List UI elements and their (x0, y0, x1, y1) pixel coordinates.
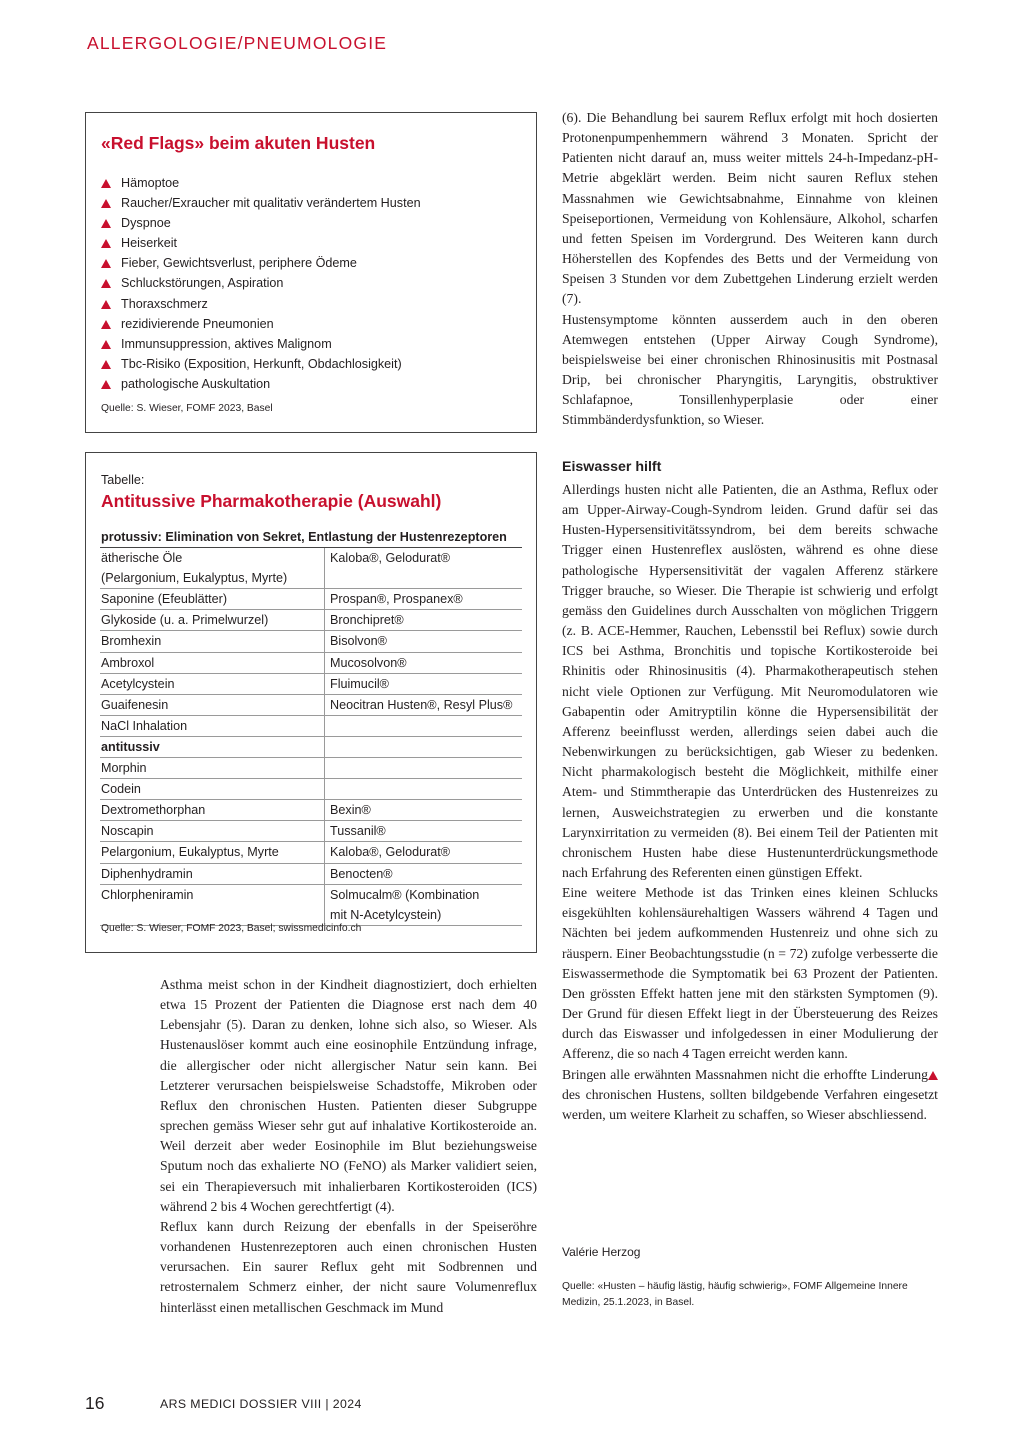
table-row (100, 673, 522, 694)
substance-cell: Dextromethorphan (100, 800, 325, 821)
substance-cell: Codein (100, 779, 325, 800)
list-item-text: Raucher/Exraucher mit qualitativ verändertem Husten (121, 196, 421, 211)
right-column-text-top (562, 108, 938, 431)
paragraph: Hustensymptome könnten ausserdem auch in den oberen Atemwegen entstehen (Upper Airway Cough Syndrome), beispielsweise bei einer chronischen Rhinosinusitis mit Postnasal Drip, bei chronischer Pharyngitis, Laryngitis, obstruktiver Schlafapnoe, Tonsillenhyperplasie oder einer Stimmbänderdysfunktion, so Wieser. (562, 311, 938, 428)
list-item (101, 253, 421, 273)
substance-cell: Diphenhydramin (100, 863, 325, 884)
brand-cell: Prospan®, Prospanex® (325, 589, 523, 610)
list-item (101, 374, 421, 394)
list-item (101, 294, 421, 314)
paragraph: Allerdings husten nicht alle Patienten, die an Asthma, Reflux oder am Upper-Airway-Cough-Syndrom leiden. Grund dafür sei das Husten-Hypersensitivitätssyndrom, bei dem bereits schwache Trigger einen Hustenreflex auslösten, während es ohne diese pathologische Hypersensitivität der vagalen Afferenz stärkere Trigger brauche, so Wieser. Die Therapie ist schwierig und erfolgt gemäss den Guidelines durch Ausschalten von möglichen Triggern (z. B. ACE-Hemmer, Rauchen, Lebensstil bei Reflux) sowie durch ICS bei Asthma, Bronchitis und topische Kortikosteroide bei Rhinitis oder Rhinosinusitis (4). Pharmakotherapeutisch stehen nicht viele Optionen zur Verfügung. Mit Neuromodulatoren wie Gabapentin oder Amitryptilin könne die Hypersensibilität der Afferenz beeinflusst werden, allerdings seien dabei auch die Nebenwirkungen zu berücksichtigen, gab Wieser zu bedenken. Nicht pharmakologisch besteht die Möglichkeit, mithilfe einer Atem- und Stimmtherapie das Unterdrücken des Hustenreizes zu lernen, Ausweichstrategien zu erwerben und die konstante Larynxirritation zu vermeiden (8). Bei einem Teil der Patienten mit chronischem Husten habe diese Hustenunterdrückungsmethode nach Erfahrung des Referenten einen günstigen Effekt. (562, 482, 938, 880)
section-header: ALLERGOLOGIE/PNEUMOLOGIE (87, 33, 388, 53)
list-item-text: Schluckstörungen, Aspiration (121, 276, 284, 291)
pharma-table-box (85, 452, 537, 953)
table-row (100, 884, 522, 925)
left-column-text (160, 975, 537, 1318)
list-item (101, 193, 421, 213)
list-item-text: Heiserkeit (121, 236, 177, 251)
pharma-table (100, 527, 522, 926)
list-item-text: Dyspnoe (121, 216, 171, 231)
paragraph-text: Bringen alle erwähnten Massnahmen nicht die erhoffte Linderung des chronischen Hustens, sollten bildgebende Verfahren eingesetzt werden, um weitere Klarheit zu schaffen, so Wieser abschliessend. (562, 1066, 938, 1122)
red-flags-source: Quelle: S. Wieser, FOMF 2023, Basel (101, 403, 273, 414)
brand-cell: Bexin® (325, 800, 523, 821)
substance-cell (100, 548, 325, 589)
table-group-row (100, 736, 522, 757)
group-header-protussiv: protussiv: Elimination von Sekret, Entlastung der Hustenrezeptoren (100, 527, 522, 548)
end-of-article-icon (928, 1071, 938, 1080)
table-title: Antitussive Pharmakotherapie (Auswahl) (101, 491, 442, 511)
author: Valérie Herzog (562, 1245, 641, 1259)
substance-cell: NaCl Inhalation (100, 715, 325, 736)
red-flags-list (101, 173, 421, 394)
substance-cell: Ambroxol (100, 652, 325, 673)
triangle-bullet-icon (101, 259, 111, 268)
list-item-text: pathologische Auskultation (121, 376, 271, 391)
triangle-bullet-icon (101, 380, 111, 389)
brand-cell: Kaloba®, Gelodurat® (325, 842, 523, 863)
table-row (100, 715, 522, 736)
list-item (101, 334, 421, 354)
substance-text: ätherische Öle (101, 551, 183, 566)
substance-cell: Morphin (100, 758, 325, 779)
page-number: 16 (85, 1393, 105, 1413)
substance-text-line2: (Pelargonium, Eukalyptus, Myrte) (101, 571, 288, 586)
table-row (100, 779, 522, 800)
table-row (100, 548, 522, 589)
triangle-bullet-icon (101, 320, 111, 329)
brand-cell (325, 884, 523, 925)
table-row (100, 863, 522, 884)
table-row (100, 610, 522, 631)
list-item (101, 233, 421, 253)
table-row (100, 758, 522, 779)
substance-cell: Noscapin (100, 821, 325, 842)
brand-cell (325, 779, 523, 800)
list-item-text: Fieber, Gewichtsverlust, periphere Ödeme (121, 256, 357, 271)
brand-cell (325, 715, 523, 736)
brand-cell: Bisolvon® (325, 631, 523, 652)
list-item (101, 273, 421, 293)
brand-cell: Benocten® (325, 863, 523, 884)
list-item-text: Thoraxschmerz (121, 296, 208, 311)
table-row (100, 842, 522, 863)
triangle-bullet-icon (101, 219, 111, 228)
triangle-bullet-icon (101, 300, 111, 309)
table-row (100, 631, 522, 652)
substance-cell: Saponine (Efeublätter) (100, 589, 325, 610)
table-row (100, 821, 522, 842)
list-item-text: Tbc-Risiko (Exposition, Herkunft, Obdachlosigkeit) (121, 356, 402, 371)
table-row (100, 589, 522, 610)
table-source: Quelle: S. Wieser, FOMF 2023, Basel; swissmedicinfo.ch (101, 923, 362, 934)
substance-cell: Chlorpheniramin (100, 884, 325, 925)
red-flags-title: «Red Flags» beim akuten Husten (101, 133, 376, 153)
triangle-bullet-icon (101, 360, 111, 369)
subheading: Eiswasser hilft (562, 459, 662, 475)
table-row (100, 652, 522, 673)
brand-text: Solmucalm® (Kombination (330, 887, 480, 902)
brand-cell: Mucosolvon® (325, 652, 523, 673)
group-header-antitussiv: antitussiv (100, 736, 325, 757)
paragraph: Asthma meist schon in der Kindheit diagnostiziert, doch erhielten etwa 15 Prozent der Patienten die Diagnose erst nach dem 40 Lebensjahr (5). Daran zu denken, lohne sich also, so Wieser. Als Hustenauslöser kommt auch eine eosinophile Entzündung infrage, die allergischer oder nicht allergischer Natur sein kann. Bei Letzterer verursachen beispielsweise Schadstoffe, Mikroben oder Reflux den chronischen Husten. Patienten dieser Subgruppe sprechen gemäss Wieser sehr gut auf inhalative Kortikosteroide an. Weil derzeit aber weder Eosinophile im Blut beziehungsweise Sputum noch das exhalierte NO (FeNO) als Marker validiert seien, sei ein Therapieversuch mit inhalierbaren Kortikosteroiden (ICS) während 2 bis 4 Wochen gerechtfertigt (4). (160, 977, 537, 1214)
right-column-text-bottom (562, 480, 938, 1125)
list-item (101, 173, 421, 193)
brand-text-line2: mit N-Acetylcystein) (330, 907, 442, 922)
list-item (101, 314, 421, 334)
table-row (100, 694, 522, 715)
paragraph (562, 1065, 938, 1125)
brand-cell: Fluimucil® (325, 673, 523, 694)
table-group-row (100, 527, 522, 548)
journal-name: ARS MEDICI DOSSIER VIII | 2024 (160, 1397, 362, 1411)
table-row (100, 800, 522, 821)
substance-cell: Pelargonium, Eukalyptus, Myrte (100, 842, 325, 863)
substance-cell: Bromhexin (100, 631, 325, 652)
paragraph: (6). Die Behandlung bei saurem Reflux erfolgt mit hoch dosierten Protonenpumpenhemmern während 3 Monaten. Spricht der Patienten nicht darauf an, muss weiter mittels 24-h-Impedanz-pH-Metrie abgeklärt werden. Beim nicht sauren Reflux stehen Massnahmen wie Gewichtsabnahme, Einnahme von kleinen Speiseportionen, Vermeidung von Kohlensäure, Alkohol, scharfen und fetten Speisen im Vordergrund. Des Weiteren kann durch Höherstellen des Kopfendes des Betts und der Vermeidung von Speisen 3 Stunden vor dem Zubettgehen Linderung erzielt werden (7). (562, 110, 938, 307)
list-item (101, 213, 421, 233)
triangle-bullet-icon (101, 279, 111, 288)
triangle-bullet-icon (101, 179, 111, 188)
brand-cell: Bronchipret® (325, 610, 523, 631)
triangle-bullet-icon (101, 340, 111, 349)
brand-cell: Kaloba®, Gelodurat® (325, 548, 523, 589)
list-item (101, 354, 421, 374)
substance-cell: Guaifenesin (100, 694, 325, 715)
red-flags-box (85, 112, 537, 433)
table-label: Tabelle: (101, 473, 145, 487)
brand-cell (325, 758, 523, 779)
brand-cell (325, 736, 523, 757)
triangle-bullet-icon (101, 199, 111, 208)
article-source: Quelle: «Husten – häufig lästig, häufig schwierig», FOMF Allgemeine Innere Medizin, 25.1.2023, in Basel. (562, 1281, 908, 1308)
brand-cell: Neocitran Husten®, Resyl Plus® (325, 694, 523, 715)
paragraph: Reflux kann durch Reizung der ebenfalls in der Speiseröhre vorhandenen Hustenrezeptoren auch einen chronischen Husten verursachen. Ein saurer Reflux geht mit Sodbrennen und retrosternalem Schmerz einher, der nicht saure Volumenreflux hinterlässt einen metallischen Geschmack im Mund (160, 1218, 537, 1315)
brand-cell: Tussanil® (325, 821, 523, 842)
list-item-text: rezidivierende Pneumonien (121, 316, 274, 331)
substance-cell: Acetylcystein (100, 673, 325, 694)
list-item-text: Immunsuppression, aktives Malignom (121, 336, 332, 351)
triangle-bullet-icon (101, 239, 111, 248)
substance-cell: Glykoside (u. a. Primelwurzel) (100, 610, 325, 631)
paragraph: Eine weitere Methode ist das Trinken eines kleinen Schlucks eisgekühlten kohlensäurehaltigen Wassers während 4 Tagen und Nächten bei jedem aufkommenden Hustenreiz und ohne sich zu räuspern. Einer Beobachtungsstudie (n = 72) zufolge verbesserte die Eiswassermethode die Symptomatik bei 63 Prozent der Patienten. Den grössten Effekt hatten jene mit den stärksten Symptomen (9). Der Grund für diesen Effekt liegt in der Übersteuerung des Reizes durch das Eiswasser und infolgedessen in einer Modulierung der Afferenz, die so nach 4 Tagen erreicht werden kann. (562, 885, 938, 1062)
list-item-text: Hämoptoe (121, 176, 180, 190)
